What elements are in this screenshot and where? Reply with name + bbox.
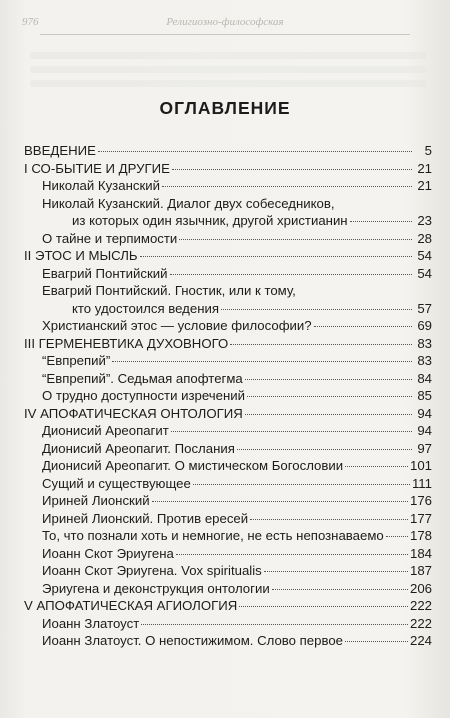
table-of-contents bbox=[24, 142, 432, 650]
toc-entry-title: Иоанн Скот Эриугена. Vox spiritualis bbox=[42, 563, 262, 578]
dot-leader bbox=[141, 624, 408, 625]
toc-page-number: 224 bbox=[409, 633, 432, 648]
toc-entry bbox=[24, 212, 432, 230]
dot-leader bbox=[112, 361, 412, 362]
dot-leader bbox=[345, 641, 408, 642]
toc-entry bbox=[24, 580, 432, 598]
toc-page-number: 23 bbox=[417, 213, 432, 228]
toc-entry bbox=[24, 615, 432, 633]
toc-page-number: 176 bbox=[409, 493, 432, 508]
toc-entry bbox=[24, 265, 432, 283]
toc-entry-title: Христианский этос — условие философии? bbox=[42, 318, 312, 333]
toc-section bbox=[24, 597, 432, 615]
toc-entry-title: кто удостоился ведения bbox=[72, 300, 219, 316]
dot-leader bbox=[98, 151, 412, 152]
toc-section bbox=[24, 335, 432, 353]
dot-leader bbox=[237, 449, 412, 450]
toc-entry bbox=[24, 545, 432, 563]
toc-page-number: 177 bbox=[409, 510, 432, 526]
bleed-through-text bbox=[30, 52, 426, 59]
toc-section bbox=[24, 247, 432, 265]
toc-page-number: 85 bbox=[417, 388, 432, 403]
toc-entry-title: Иоанн Златоуст. О непостижимом. Слово первое bbox=[42, 633, 343, 648]
toc-section bbox=[24, 405, 432, 423]
toc-entry bbox=[24, 387, 432, 405]
dot-leader bbox=[245, 414, 412, 415]
toc-entry bbox=[24, 527, 432, 545]
toc-page-number: 83 bbox=[417, 353, 432, 368]
toc-page-number: 69 bbox=[417, 318, 432, 333]
toc-entry bbox=[24, 422, 432, 440]
running-head-page-number: 976 bbox=[22, 16, 39, 28]
dot-leader bbox=[140, 256, 412, 257]
dot-leader bbox=[172, 169, 412, 170]
dot-leader bbox=[171, 431, 412, 432]
toc-entry-title: Иоанн Златоуст bbox=[42, 615, 140, 631]
toc-page-number: 21 bbox=[417, 160, 432, 176]
dot-leader bbox=[221, 309, 412, 310]
dot-leader bbox=[386, 536, 408, 537]
toc-entry-title: V АПОФАТИЧЕСКАЯ АГИОЛОГИЯ bbox=[24, 598, 238, 613]
toc-entry-title: из которых один язычник, другой христианин bbox=[72, 213, 348, 228]
toc-entry bbox=[24, 492, 432, 510]
toc-entry-title: III ГЕРМЕНЕВТИКА ДУХОВНОГО bbox=[24, 335, 229, 351]
toc-heading: ОГЛАВЛЕНИЕ bbox=[159, 98, 291, 118]
toc-entry bbox=[24, 282, 432, 300]
toc-entry bbox=[24, 300, 432, 318]
bleed-through-text bbox=[30, 80, 426, 87]
toc-page-number: 83 bbox=[417, 335, 432, 351]
toc-page-number: 222 bbox=[409, 615, 432, 631]
toc-entry-title: Эриугена и деконструкция онтологии bbox=[42, 580, 270, 596]
toc-entry-title: I СО-БЫТИЕ И ДРУГИЕ bbox=[24, 160, 170, 176]
dot-leader bbox=[239, 606, 408, 607]
running-head bbox=[22, 14, 410, 35]
toc-entry-title: То, что познали хоть и немногие, не есть непознаваемо bbox=[42, 528, 384, 543]
toc-page-number: 5 bbox=[424, 143, 432, 158]
toc-page-number: 97 bbox=[417, 440, 432, 456]
running-head-title: Религиозно-философская bbox=[166, 16, 284, 28]
toc-entry-title: Иоанн Скот Эриугена bbox=[42, 545, 174, 561]
toc-entry bbox=[24, 230, 432, 248]
toc-entry bbox=[24, 317, 432, 335]
toc-entry-title: Дионисий Ареопагит. Послания bbox=[42, 440, 235, 456]
dot-leader bbox=[272, 589, 408, 590]
toc-entry-title: Николай Кузанский bbox=[42, 178, 160, 193]
dot-leader bbox=[314, 326, 412, 327]
toc-page-number: 94 bbox=[417, 423, 432, 438]
toc-entry-title: II ЭТОС И МЫСЛЬ bbox=[24, 248, 138, 263]
toc-entry-title: “Евпрепий” bbox=[42, 353, 111, 368]
toc-entry-title: Дионисий Ареопагит bbox=[42, 423, 169, 438]
toc-entry bbox=[24, 632, 432, 650]
toc-entry-title: Ириней Лионский bbox=[42, 493, 150, 508]
toc-entry bbox=[24, 370, 432, 388]
toc-entry-title: Евагрий Понтийский bbox=[42, 265, 168, 281]
toc-entry bbox=[24, 510, 432, 528]
toc-page-number: 54 bbox=[417, 265, 432, 281]
dot-leader bbox=[264, 571, 408, 572]
toc-page-number: 111 bbox=[411, 475, 432, 491]
toc-entry bbox=[24, 177, 432, 195]
toc-entry-title: Ириней Лионский. Против ересей bbox=[42, 510, 249, 526]
toc-section bbox=[24, 160, 432, 178]
toc-entry-title: Николай Кузанский. Диалог двух собеседников, bbox=[42, 195, 335, 211]
toc-entry-title: ВВЕДЕНИЕ bbox=[24, 143, 96, 158]
toc-entry-title: О тайне и терпимости bbox=[42, 230, 178, 246]
toc-page-number: 222 bbox=[409, 598, 432, 613]
toc-entry bbox=[24, 195, 432, 213]
toc-page-number: 101 bbox=[409, 458, 432, 473]
toc-page-number: 206 bbox=[409, 580, 432, 596]
dot-leader bbox=[245, 379, 412, 380]
toc-entry bbox=[24, 352, 432, 370]
dot-leader bbox=[170, 274, 413, 275]
dot-leader bbox=[345, 466, 408, 467]
toc-section bbox=[24, 142, 432, 160]
dot-leader bbox=[230, 344, 412, 345]
toc-entry bbox=[24, 562, 432, 580]
dot-leader bbox=[176, 554, 408, 555]
dot-leader bbox=[162, 186, 412, 187]
toc-entry-title: IV АПОФАТИЧЕСКАЯ ОНТОЛОГИЯ bbox=[24, 405, 243, 421]
toc-entry bbox=[24, 457, 432, 475]
toc-page-number: 187 bbox=[409, 563, 432, 578]
toc-entry-title: “Евпрепий”. Седьмая апофтегма bbox=[42, 370, 243, 386]
toc-entry bbox=[24, 440, 432, 458]
toc-entry-title: Сущий и существующее bbox=[42, 475, 191, 491]
dot-leader bbox=[193, 484, 410, 485]
toc-entry bbox=[24, 475, 432, 493]
dot-leader bbox=[250, 519, 408, 520]
toc-page-number: 184 bbox=[409, 545, 432, 561]
dot-leader bbox=[247, 396, 412, 397]
toc-entry-title: Дионисий Ареопагит. О мистическом Богословии bbox=[42, 458, 344, 473]
toc-entry-title: О трудно доступности изречений bbox=[42, 388, 245, 403]
bleed-through-text bbox=[30, 66, 426, 73]
dot-leader bbox=[152, 501, 408, 502]
toc-page-number: 94 bbox=[417, 405, 432, 421]
dot-leader bbox=[350, 221, 412, 222]
toc-page-number: 21 bbox=[417, 178, 432, 193]
toc-page-number: 178 bbox=[409, 528, 432, 543]
toc-page-number: 28 bbox=[417, 230, 432, 246]
toc-page-number: 57 bbox=[417, 300, 432, 316]
toc-page-number: 84 bbox=[417, 370, 432, 386]
toc-page-number: 54 bbox=[417, 248, 432, 263]
toc-entry-title: Евагрий Понтийский. Гностик, или к тому, bbox=[42, 283, 296, 298]
dot-leader bbox=[179, 239, 412, 240]
